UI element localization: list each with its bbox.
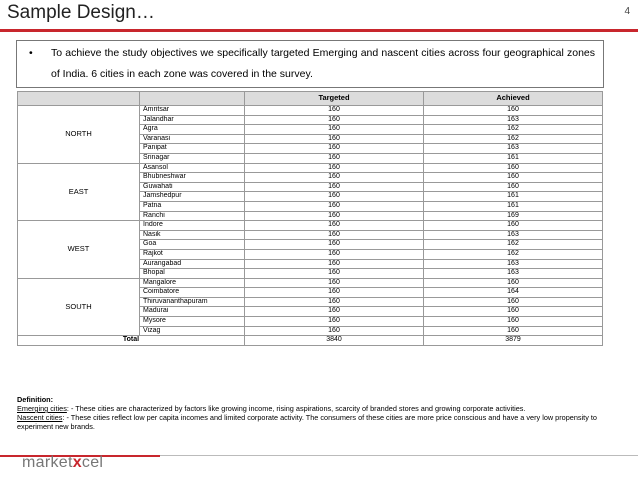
city-cell: Amritsar (140, 106, 245, 116)
table-row (18, 106, 603, 116)
footer-divider (160, 455, 638, 456)
city-cell: Srinagar (140, 153, 245, 163)
city-cell: Rajkot (140, 249, 245, 259)
city-cell: Thiruvananthapuram (140, 297, 245, 307)
zone-label: WEST (18, 221, 140, 279)
objective-box (16, 40, 604, 88)
definition-nascent (17, 413, 607, 431)
objective-text: To achieve the study objectives we specifically targeted Emerging and nascent cities across four geographical zones of India. 6 cities in each zone was covered in the survey. (51, 47, 595, 80)
targeted-cell: 160 (245, 125, 424, 135)
definition-heading: Definition: (17, 395, 54, 404)
targeted-cell: 160 (245, 211, 424, 221)
achieved-cell: 162 (424, 240, 603, 250)
page-title: Sample Design… (7, 2, 155, 23)
achieved-cell: 160 (424, 106, 603, 116)
emerging-term: Emerging cities (17, 404, 67, 413)
targeted-cell: 160 (245, 192, 424, 202)
city-cell: Indore (140, 221, 245, 231)
targeted-cell: 160 (245, 297, 424, 307)
targeted-cell: 160 (245, 230, 424, 240)
city-cell: Jalandhar (140, 115, 245, 125)
table-header-row (18, 92, 603, 106)
targeted-cell: 160 (245, 326, 424, 336)
targeted-cell: 160 (245, 288, 424, 298)
targeted-cell: 160 (245, 153, 424, 163)
zone-label: EAST (18, 163, 140, 221)
city-cell: Asansol (140, 163, 245, 173)
targeted-cell: 160 (245, 249, 424, 259)
targeted-cell: 160 (245, 106, 424, 116)
city-cell: Goa (140, 240, 245, 250)
city-cell: Nasik (140, 230, 245, 240)
achieved-cell: 162 (424, 125, 603, 135)
city-cell: Madurai (140, 307, 245, 317)
achieved-cell: 160 (424, 221, 603, 231)
targeted-cell: 160 (245, 221, 424, 231)
marketxcel-logo: marketxcel (22, 454, 104, 471)
targeted-cell: 160 (245, 134, 424, 144)
total-targeted: 3840 (245, 336, 424, 346)
column-header-achieved: Achieved (424, 92, 603, 106)
achieved-cell: 160 (424, 163, 603, 173)
city-cell: Varanasi (140, 134, 245, 144)
column-header-targeted: Targeted (245, 92, 424, 106)
achieved-cell: 162 (424, 249, 603, 259)
table-row (18, 221, 603, 231)
achieved-cell: 161 (424, 153, 603, 163)
targeted-cell: 160 (245, 201, 424, 211)
achieved-cell: 163 (424, 259, 603, 269)
achieved-cell: 163 (424, 144, 603, 154)
nascent-text: : - These cities reflect low per capita incomes and limited corporate activity. The consumers of these cities are more price conscious and have a very low propensity to experiment new brands. (17, 413, 597, 431)
page-number: 4 (624, 6, 630, 17)
city-cell: Panipat (140, 144, 245, 154)
achieved-cell: 163 (424, 269, 603, 279)
achieved-cell: 163 (424, 115, 603, 125)
achieved-cell: 162 (424, 134, 603, 144)
city-cell: Vizag (140, 326, 245, 336)
targeted-cell: 160 (245, 240, 424, 250)
targeted-cell: 160 (245, 307, 424, 317)
achieved-cell: 160 (424, 278, 603, 288)
targeted-cell: 160 (245, 317, 424, 327)
achieved-cell: 160 (424, 297, 603, 307)
achieved-cell: 160 (424, 307, 603, 317)
city-cell: Bhubneshwar (140, 173, 245, 183)
total-achieved: 3879 (424, 336, 603, 346)
achieved-cell: 163 (424, 230, 603, 240)
city-cell: Aurangabad (140, 259, 245, 269)
sample-table (17, 91, 603, 346)
city-cell: Patna (140, 201, 245, 211)
achieved-cell: 161 (424, 192, 603, 202)
zone-label: SOUTH (18, 278, 140, 336)
bullet-icon: • (29, 47, 33, 59)
achieved-cell: 161 (424, 201, 603, 211)
targeted-cell: 160 (245, 259, 424, 269)
achieved-cell: 160 (424, 317, 603, 327)
zone-label: NORTH (18, 106, 140, 164)
targeted-cell: 160 (245, 163, 424, 173)
city-cell: Coimbatore (140, 288, 245, 298)
definition-emerging (17, 404, 607, 413)
city-cell: Mysore (140, 317, 245, 327)
table-row (18, 278, 603, 288)
achieved-cell: 160 (424, 182, 603, 192)
targeted-cell: 160 (245, 182, 424, 192)
achieved-cell: 160 (424, 173, 603, 183)
city-cell: Ranchi (140, 211, 245, 221)
achieved-cell: 169 (424, 211, 603, 221)
column-header (18, 92, 140, 106)
targeted-cell: 160 (245, 144, 424, 154)
table-body (18, 106, 603, 346)
achieved-cell: 160 (424, 326, 603, 336)
emerging-text: : - These cities are characterized by factors like growing income, rising aspirations, scarcity of branded stores and growing corporate activities. (66, 404, 526, 413)
total-row (18, 336, 603, 346)
targeted-cell: 160 (245, 269, 424, 279)
city-cell: Jamshedpur (140, 192, 245, 202)
column-header (140, 92, 245, 106)
definition-section (17, 395, 607, 431)
table-row (18, 163, 603, 173)
city-cell: Guwahati (140, 182, 245, 192)
city-cell: Agra (140, 125, 245, 135)
nascent-term: Nascent cities (17, 413, 63, 422)
total-label: Total (18, 336, 245, 346)
city-cell: Bhopal (140, 269, 245, 279)
targeted-cell: 160 (245, 173, 424, 183)
achieved-cell: 164 (424, 288, 603, 298)
targeted-cell: 160 (245, 278, 424, 288)
targeted-cell: 160 (245, 115, 424, 125)
title-divider (0, 29, 638, 32)
city-cell: Mangalore (140, 278, 245, 288)
